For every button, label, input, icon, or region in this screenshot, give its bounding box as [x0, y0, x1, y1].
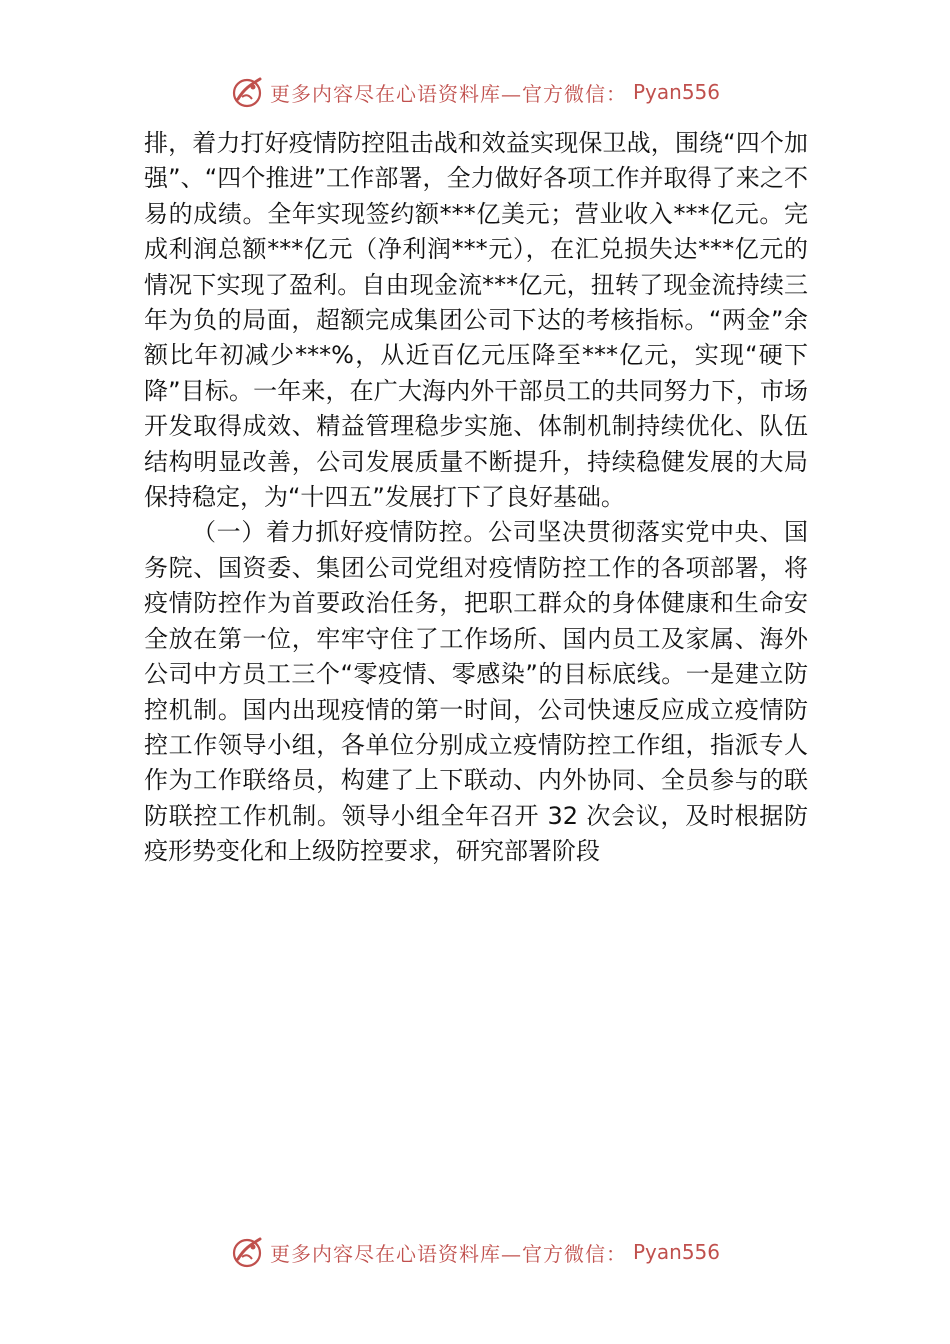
brand-logo-icon [230, 75, 264, 109]
banner-text: 更多内容尽在心语资料库—官方微信： [269, 81, 627, 106]
brand-logo-icon [230, 1235, 264, 1269]
banner-text: 更多内容尽在心语资料库—官方微信： [269, 1241, 627, 1266]
header-banner [0, 72, 950, 112]
footer-banner [0, 1232, 950, 1272]
wechat-id: Pyan556 [632, 1240, 720, 1264]
paragraph-1: 排，着力打好疫情防控阻击战和效益实现保卫战，围绕“四个加强”、“四个推进”工作部署，全力做好各项工作并取得了来之不易的成绩。全年实现签约额***亿美元；营业收入***亿元。完成利润总额***亿元（净利润***元），在汇兑损失达***亿元的情况下实现了盈利。自由现金流***亿元，扭转了现金流持续三年为负的局面，超额完成集团公司下达的考核指标。“两金”余额比年初减少***%，从近百亿元压降至***亿元，实现“硬下降”目标。一年来，在广大海内外干部员工的共同努力下，市场开发取得成效、精益管理稳步实施、体制机制持续优化、队伍结构明显改善，公司发展质量不断提升，持续稳健发展的大局保持稳定，为“十四五”发展打下了良好基础。 [144, 129, 808, 512]
document-body [144, 126, 808, 870]
wechat-id: Pyan556 [632, 80, 720, 104]
paragraph-2: （一）着力抓好疫情防控。公司坚决贯彻落实党中央、国务院、国资委、集团公司党组对疫情防控工作的各项部署，将疫情防控作为首要政治任务，把职工群众的身体健康和生命安全放在第一位，牢牢守住了工作场所、国内员工及家属、海外公司中方员工三个“零疫情、零感染”的目标底线。一是建立防控机制。国内出现疫情的第一时间，公司快速反应成立疫情防控工作领导小组，各单位分别成立疫情防控工作组，指派专人作为工作联络员，构建了上下联动、内外协同、全员参与的联防联控工作机制。领导小组全年召开 32 次会议，及时根据防疫形势变化和上级防控要求，研究部署阶段 [144, 518, 808, 866]
